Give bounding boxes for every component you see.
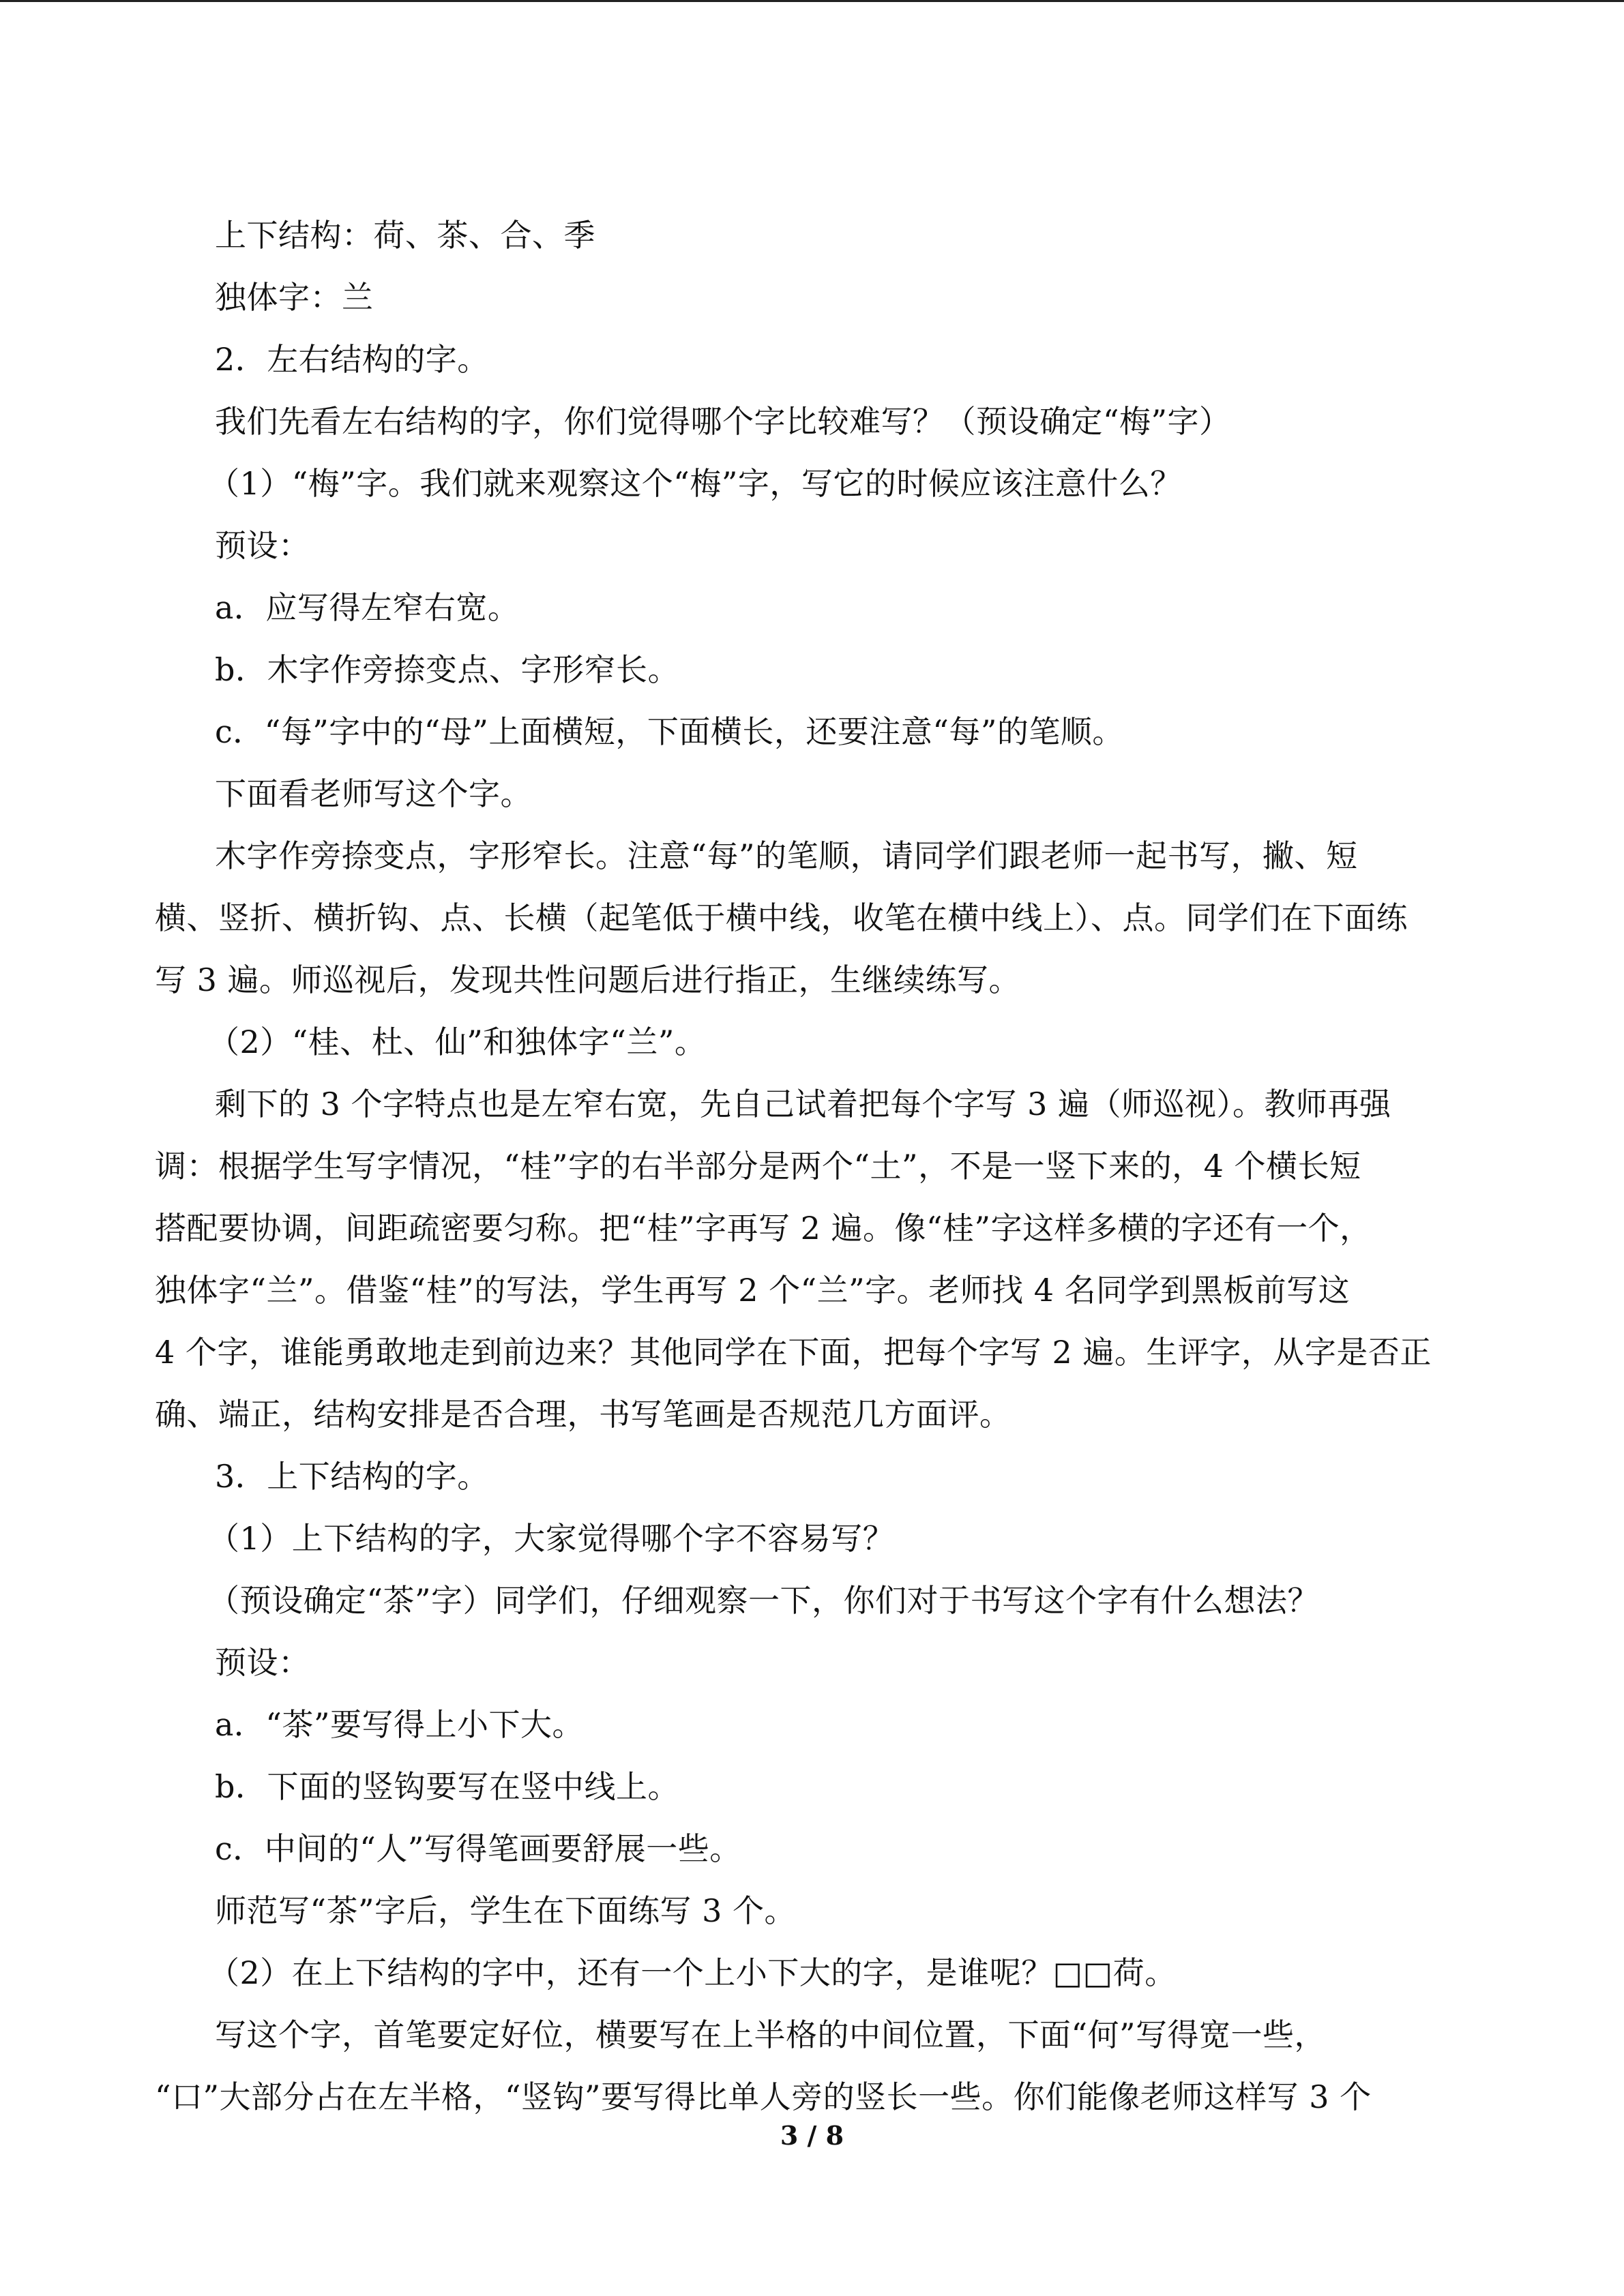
paragraph-line: 上下结构：荷、茶、合、季 — [215, 217, 595, 254]
document-body — [155, 205, 1464, 2128]
list-item: c．“每”字中的“母”上面横短，下面横长，还要注意“每”的笔顺。 — [215, 713, 1124, 750]
page-top-border — [0, 0, 1624, 2]
paragraph-line: 横、竖折、横折钩、点、长横（起笔低于横中线，收笔在横中线上）、点。同学们在下面练 — [155, 899, 1408, 936]
paragraph-line: 写 3 遍。师巡视后，发现共性问题后进行指正，生继续练写。 — [155, 961, 1021, 998]
subsection-heading: （2）“桂、杜、仙”和独体字“兰”。 — [208, 1024, 707, 1060]
page-number: 3 / 8 — [780, 2120, 844, 2151]
list-item: a．“茶”要写得上小下大。 — [215, 1706, 584, 1743]
paragraph-line: 预设： — [215, 1644, 310, 1681]
subsection-heading: （2）在上下结构的字中，还有一个上小下大的字，是谁呢？□□荷。 — [208, 1954, 1177, 1991]
list-item: c．中间的“人”写得笔画要舒展一些。 — [215, 1830, 741, 1867]
paragraph-line: 调：根据学生写字情况，“桂”字的右半部分是两个“土”，不是一竖下来的，4 个横长短 — [155, 1148, 1361, 1184]
list-item: a．应写得左窄右宽。 — [215, 589, 520, 626]
paragraph-line: 我们先看左右结构的字，你们觉得哪个字比较难写？（预设确定“梅”字） — [215, 403, 1231, 440]
paragraph-line: 搭配要协调，间距疏密要匀称。把“桂”字再写 2 遍。像“桂”字这样多横的字还有一个， — [155, 1210, 1372, 1247]
paragraph-line: 4 个字，谁能勇敢地走到前边来？其他同学在下面，把每个字写 2 遍。生评字，从字是否正 — [155, 1334, 1432, 1371]
section-heading: 3．上下结构的字。 — [215, 1458, 489, 1495]
paragraph-line: 独体字：兰 — [215, 279, 374, 316]
paragraph-line: 下面看老师写这个字。 — [215, 775, 532, 812]
paragraph-line: “口”大部分占在左半格，“竖钩”要写得比单人旁的竖长一些。你们能像老师这样写 3 个 — [155, 2078, 1372, 2115]
paragraph-line: 木字作旁捺变点，字形窄长。注意“每”的笔顺，请同学们跟老师一起书写，撇、短 — [215, 837, 1358, 874]
subsection-heading: （1）“梅”字。我们就来观察这个“梅”字，写它的时候应该注意什么？ — [208, 465, 1182, 502]
paragraph-line: 预设： — [215, 527, 310, 564]
list-item: b．下面的竖钩要写在竖中线上。 — [215, 1768, 679, 1805]
paragraph-line: 独体字“兰”。借鉴“桂”的写法，学生再写 2 个“兰”字。老师找 4 名同学到黑板前写这 — [155, 1272, 1350, 1309]
paragraph-line: 确、端正，结构安排是否合理，书写笔画是否规范几方面评。 — [155, 1396, 1012, 1433]
paragraph-line: 师范写“茶”字后，学生在下面练写 3 个。 — [215, 1892, 797, 1929]
section-heading: 2．左右结构的字。 — [215, 341, 489, 378]
paragraph-line: （预设确定“茶”字）同学们，仔细观察一下，你们对于书写这个字有什么想法？ — [208, 1582, 1320, 1619]
paragraph-line: 剩下的 3 个字特点也是左窄右宽，先自己试着把每个字写 3 遍（师巡视）。教师再强 — [215, 1086, 1391, 1122]
list-item: b．木字作旁捺变点、字形窄长。 — [215, 651, 679, 688]
paragraph-line: 写这个字，首笔要定好位，横要写在上半格的中间位置，下面“何”写得宽一些， — [215, 2016, 1327, 2053]
subsection-heading: （1）上下结构的字，大家觉得哪个字不容易写？ — [208, 1520, 895, 1557]
